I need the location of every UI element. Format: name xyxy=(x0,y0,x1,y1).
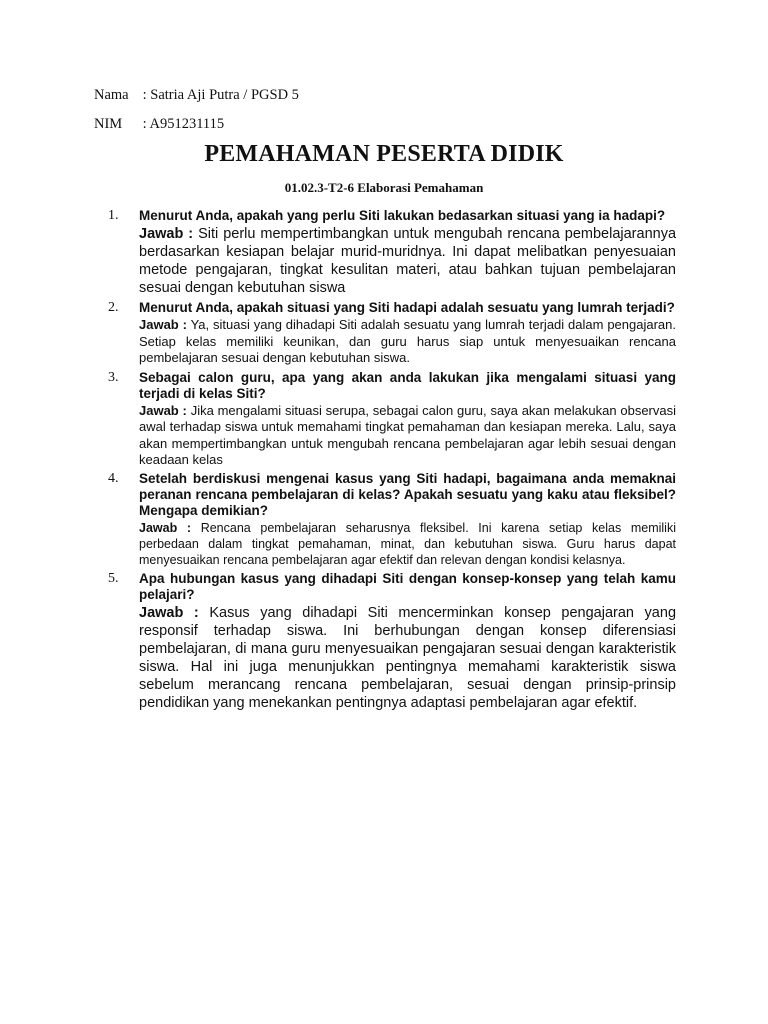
answer-label: Jawab : xyxy=(139,604,199,621)
question-number: 3. xyxy=(108,369,119,385)
answer xyxy=(139,604,676,712)
answer-text: Kasus yang dihadapi Siti mencerminkan konsep pengajaran yang responsif terhadap siswa. Ini berhubungan dengan konsep diferensiasi pembelajaran, di mana guru menyesuaikan pengajaran sesuai dengan karakteristik siswa. Hal ini juga menunjukkan pentingnya memahami karakteristik siswa sebelum merancang rencana pembelajaran, sesuai dengan prinsip-prinsip pendidikan yang menekankan pentingnya adaptasi pembelajaran agar efektif. xyxy=(139,604,677,711)
page-subtitle: 01.02.3-T2-6 Elaborasi Pemahaman xyxy=(284,180,484,195)
question-text: Sebagai calon guru, apa yang akan anda lakukan jika mengalami situasi yang terjadi di kelas Siti? xyxy=(139,369,676,401)
answer-text: Siti perlu mempertimbangkan untuk mengubah rencana pembelajarannya berdasarkan kesiapan belajar murid-muridnya. Ini dapat melibatkan penyesuaian metode pengajaran, tingkat kesulitan materi, atau bahkan tujuan pembelajaran sesuai dengan kebutuhan siswa xyxy=(139,226,677,296)
nim-label: NIM xyxy=(94,116,123,132)
answer xyxy=(139,225,676,297)
answer-text: Rencana pembelajaran seharusnya fleksibel. Ini karena setiap kelas memiliki perbedaan dalam tingkat pemahaman, minat, dan kebutuhan siswa. Guru harus dapat menyesuaikan rencana pembelajaran agar efektif dan relevan dengan kondisi kelasnya. xyxy=(139,520,676,567)
answer-label: Jawab : xyxy=(139,402,187,418)
question-text: Apa hubungan kasus yang dihadapi Siti dengan konsep-konsep yang telah kamu pelajari? xyxy=(139,570,676,602)
question-number: 5. xyxy=(108,570,119,586)
name-value: : Satria Aji Putra / PGSD 5 xyxy=(142,87,299,103)
page-title: PEMAHAMAN PESERTA DIDIK xyxy=(204,141,564,167)
answer-label: Jawab : xyxy=(139,226,194,242)
name-label: Nama xyxy=(94,87,129,103)
answer-text: Ya, situasi yang dihadapi Siti adalah sesuatu yang lumrah terjadi dalam pengajaran. Setiap kelas memiliki keunikan, dan guru harus siap untuk menyesuaikan rencana pembelajaran sesuai dengan kebutuhan siswa. xyxy=(139,317,676,365)
question-item xyxy=(108,370,676,469)
question-item xyxy=(108,300,676,367)
answer xyxy=(139,317,676,367)
question-item xyxy=(108,471,676,568)
question-item xyxy=(108,571,676,712)
question-text: Menurut Anda, apakah yang perlu Siti lakukan bedasarkan situasi yang ia hadapi? xyxy=(139,208,666,223)
answer xyxy=(139,403,676,469)
answer-text: Jika mengalami situasi serupa, sebagai calon guru, saya akan melakukan observasi awal terhadap siswa untuk memahami tingkat pemahaman dan kesiapan mereka. Lalu, saya akan mempertimbangkan untuk mengubah rencana pembelajaran agar lebih sesuai dengan keadaan kelas xyxy=(139,402,676,467)
question-number: 2. xyxy=(108,300,119,315)
question-item xyxy=(108,208,676,297)
question-text: Menurut Anda, apakah situasi yang Siti hadapi adalah sesuatu yang lumrah terjadi? xyxy=(139,300,675,315)
nim-value: : A951231115 xyxy=(142,116,225,132)
nim-row xyxy=(94,116,224,133)
answer-label: Jawab : xyxy=(139,520,192,535)
question-list xyxy=(108,208,676,712)
question-number: 1. xyxy=(108,208,119,223)
name-row xyxy=(94,87,299,104)
question-text: Setelah berdiskusi mengenai kasus yang Siti hadapi, bagaimana anda memaknai peranan rencana pembelajaran di kelas? Apakah sesuatu yang kaku atau fleksibel? Mengapa demikian? xyxy=(139,470,676,518)
answer-label: Jawab : xyxy=(139,317,187,332)
question-number: 4. xyxy=(108,470,119,486)
answer xyxy=(139,520,676,568)
